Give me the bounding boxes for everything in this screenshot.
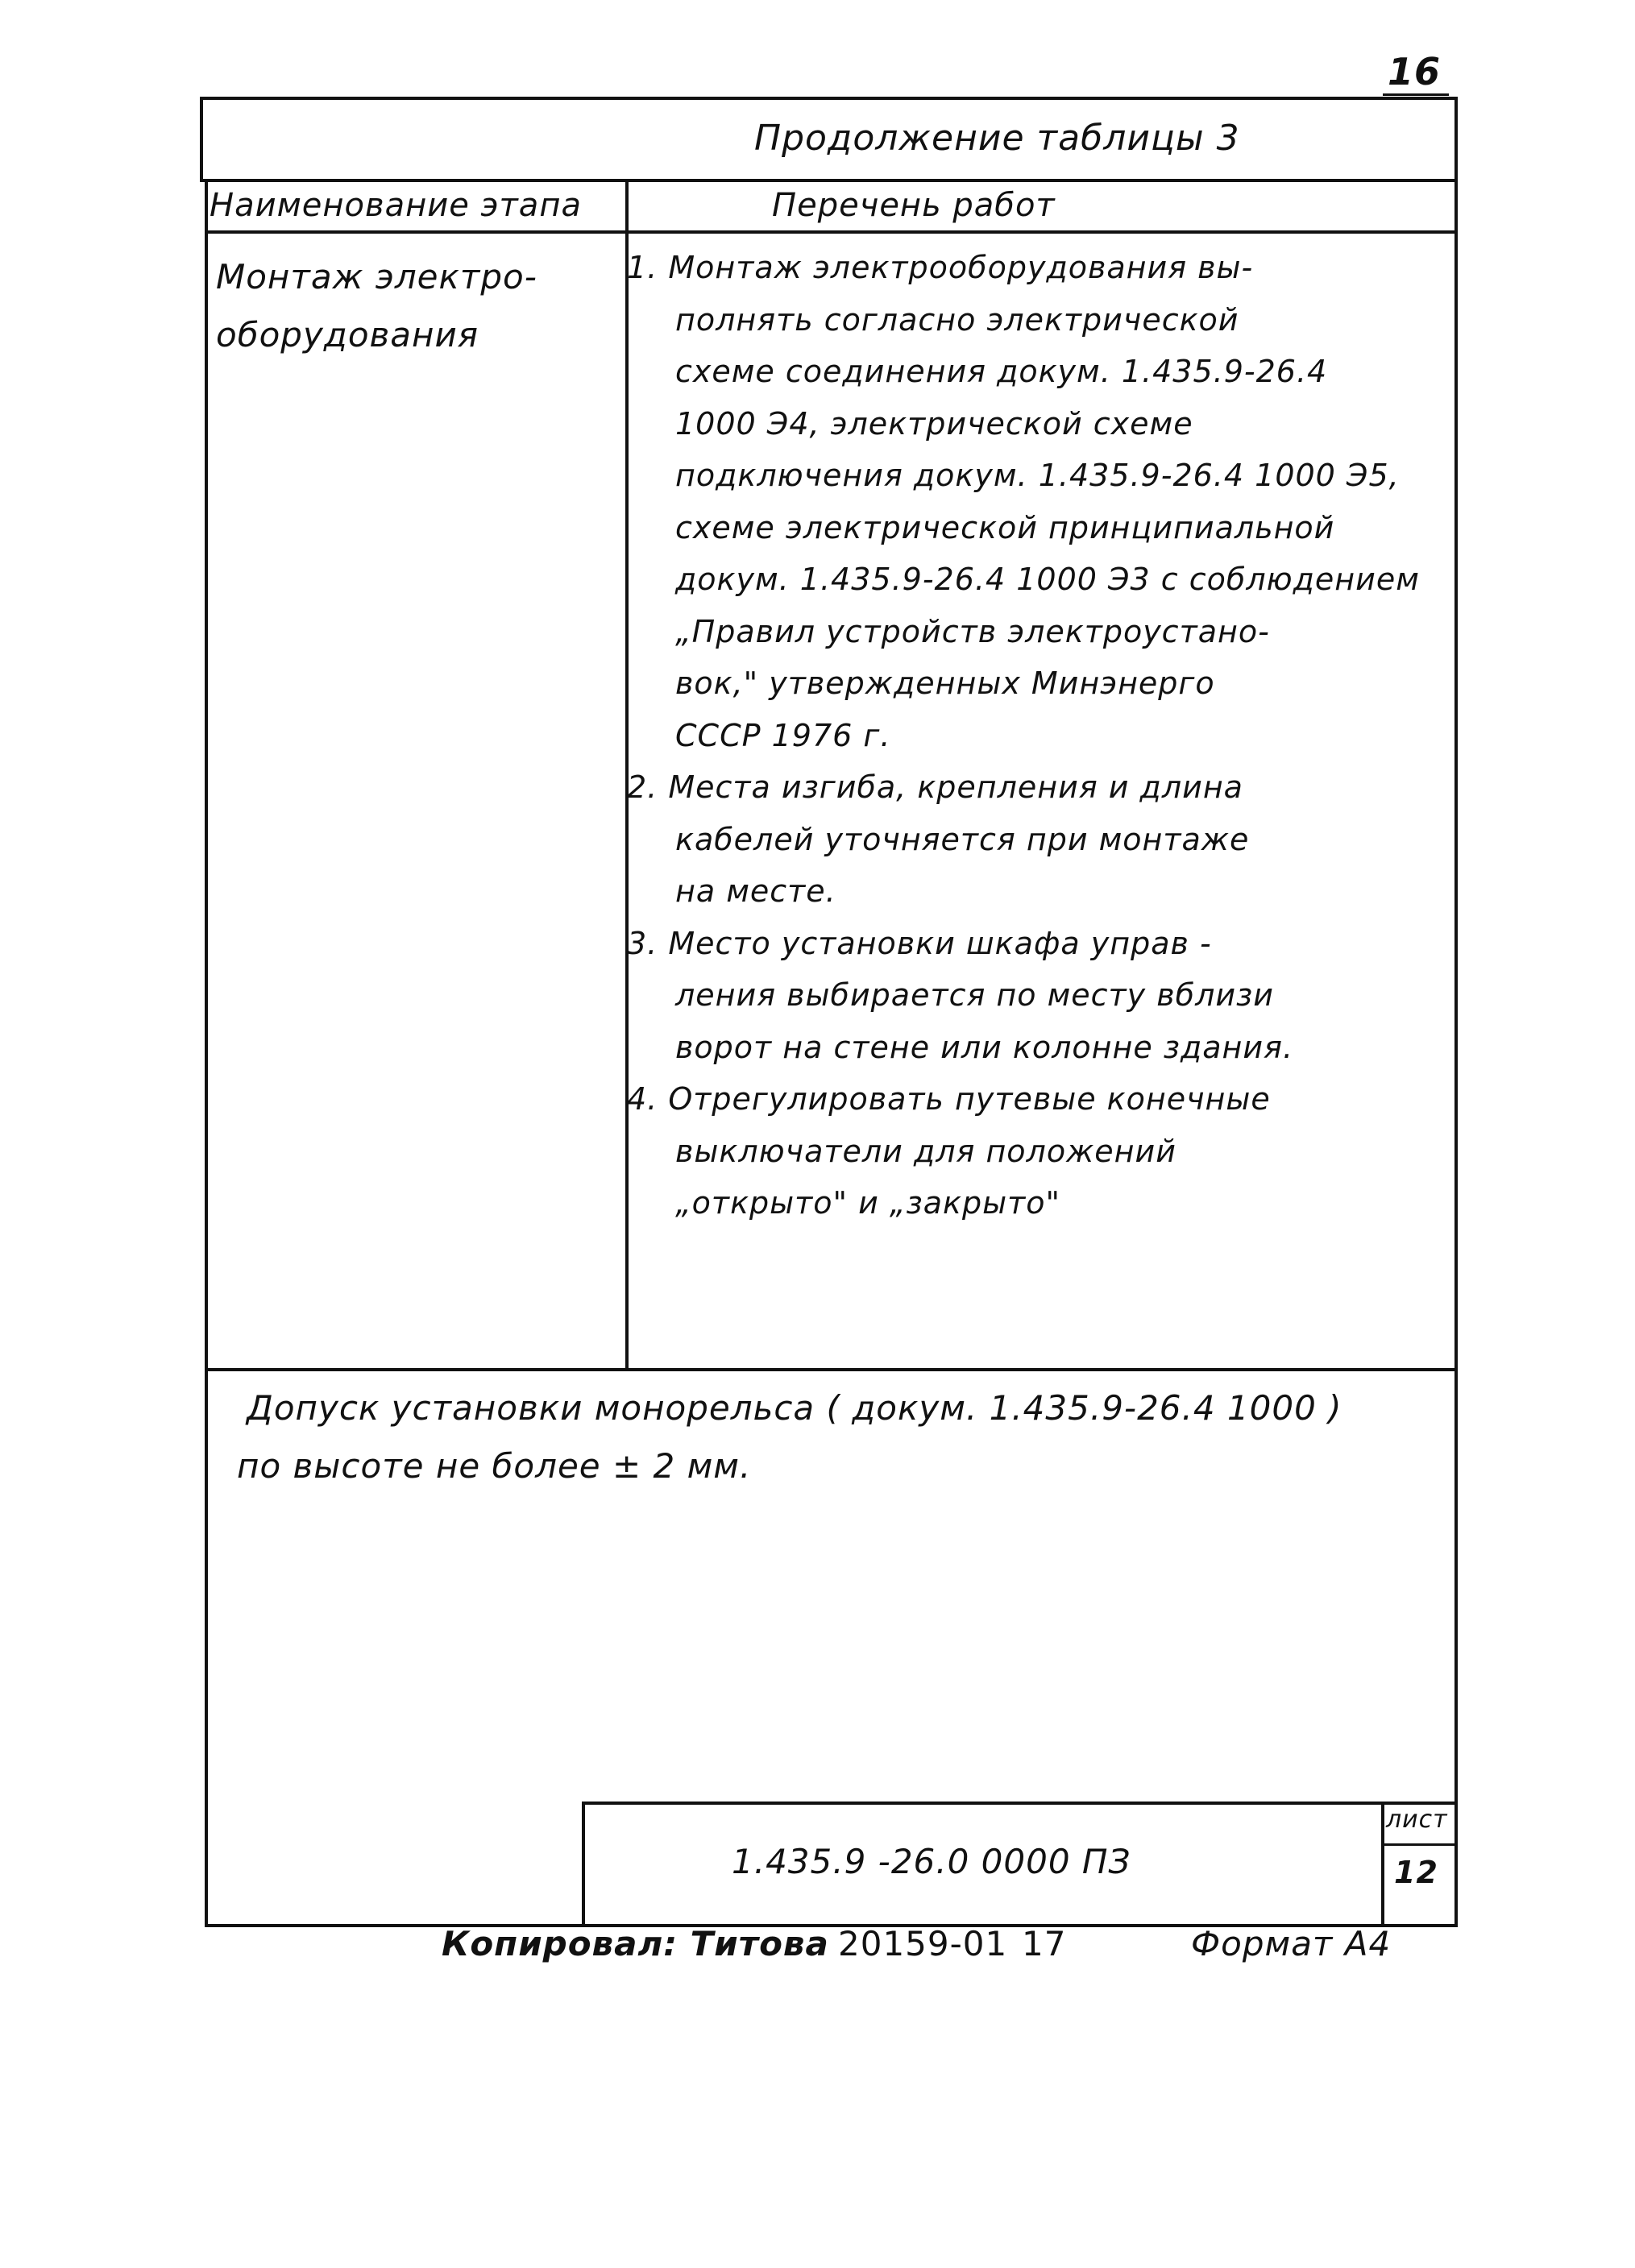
paper-format: Формат А4 — [1191, 1924, 1392, 1963]
works-line: ления выбирается по месту вблизи — [675, 977, 1274, 1013]
order-page: 17 — [1022, 1924, 1067, 1963]
frame-left-lower — [205, 180, 208, 1926]
table-body-bottom — [205, 1368, 1456, 1371]
works-line: СССР 1976 г. — [675, 717, 891, 753]
works-line: 3. Место установки шкафа управ - — [627, 925, 1212, 961]
sheet-number: 12 — [1394, 1855, 1438, 1890]
works-line: 2. Места изгиба, крепления и длина — [627, 769, 1243, 805]
works-line: схеме электрической принципиальной — [675, 509, 1335, 545]
stamp-sheet-separator — [1381, 1843, 1458, 1846]
works-line: 4. Отрегулировать путевые конечные — [627, 1081, 1271, 1117]
frame-left-upper — [200, 97, 203, 180]
table-title: Продолжение таблицы 3 — [754, 118, 1240, 159]
column-header-separator — [205, 230, 1456, 234]
works-line: полнять согласно электрической — [675, 301, 1239, 338]
copied-by: Копировал: Титова — [442, 1924, 829, 1963]
works-line: докум. 1.435.9-26.4 1000 Э3 с соблюдением — [675, 562, 1420, 597]
works-line: выключатели для положений — [675, 1133, 1176, 1169]
note-line: по высоте не более ± 2 мм. — [237, 1446, 752, 1486]
works-line: 1. Монтаж электрооборудования вы- — [627, 250, 1254, 285]
tolerance-note — [237, 1379, 1342, 1495]
works-line: „открыто" и „закрыто" — [675, 1185, 1060, 1221]
stamp-left — [582, 1802, 585, 1926]
order-number: 20159-01 — [838, 1924, 1008, 1963]
document-number: 1.435.9 -26.0 0000 ПЗ — [732, 1842, 1131, 1881]
frame-top — [200, 97, 1456, 100]
works-list — [627, 242, 1420, 1229]
works-line: ворот на стене или колонне здания. — [675, 1029, 1294, 1065]
works-line: схеме соединения докум. 1.435.9-26.4 — [675, 354, 1328, 389]
column-header-stage: Наименование этапа — [210, 187, 582, 224]
column-header-works: Перечень работ — [772, 187, 1056, 224]
stamp-sheet-divider — [1381, 1802, 1384, 1926]
works-line: 1000 Э4, электрической схеме — [675, 405, 1193, 442]
note-line: Допуск установки монорельса ( докум. 1.435.9-26.4 1000 ) — [247, 1388, 1342, 1428]
sheet-label: лист — [1386, 1806, 1448, 1834]
works-line: вок," утвержденных Минэнерго — [675, 665, 1215, 701]
page-number: 16 — [1388, 50, 1442, 93]
stage-cell — [216, 248, 537, 364]
works-line: подключения докум. 1.435.9-26.4 1000 Э5, — [675, 458, 1400, 493]
works-line: на месте. — [675, 873, 836, 909]
stage-name-line: Монтаж электро- — [216, 257, 537, 296]
frame-right — [1454, 97, 1458, 1926]
works-line: „Правил устройств электроустано- — [675, 613, 1270, 649]
works-line: кабелей уточняется при монтаже — [675, 821, 1250, 857]
stamp-top — [582, 1802, 1458, 1805]
page-number-underline — [1383, 93, 1449, 96]
stage-name-line: оборудования — [216, 315, 479, 355]
header-separator — [200, 179, 1456, 182]
